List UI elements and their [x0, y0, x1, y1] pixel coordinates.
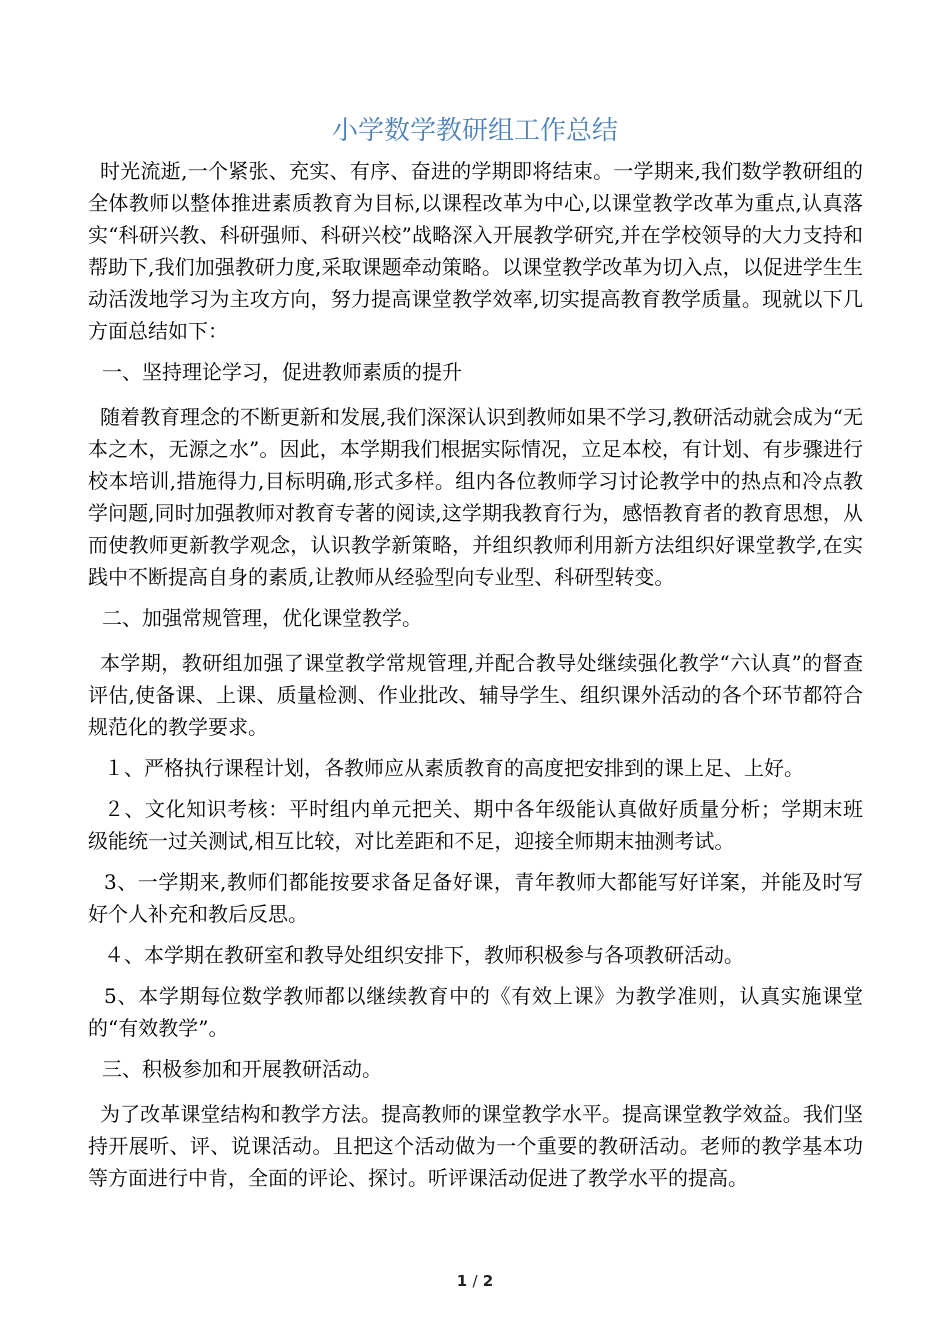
list-item-3: 3、一学期来,教师们都能按要求备足备好课，青年教师大都能写好详案，并能及时写好个人补充和教后反思。 — [88, 870, 863, 926]
document-body — [88, 155, 863, 1203]
page-number — [0, 1272, 950, 1290]
section-heading-1: 一、坚持理论学习，促进教师素质的提升 — [102, 360, 462, 384]
list-item-1: １、严格执行课程计划，各教师应从素质教育的高度把安排到的课上足、上好。 — [104, 756, 804, 780]
paragraph-research-activities: 为了改革课堂结构和教学方法。提高教师的课堂教学水平。提高课堂教学效益。我们坚持开展听、评、说课活动。且把这个活动做为一个重要的教研活动。老师的教学基本功等方面进行中肯，全面的评论、探讨。听评课活动促进了教学水平的提高。 — [88, 1102, 863, 1190]
document-title: 小学数学教研组工作总结 — [331, 116, 618, 146]
paragraph-routine-management: 本学期，教研组加强了课堂教学常规管理,并配合教导处继续强化教学“六认真”的督查评估,使备课、上课、质量检测、作业批改、辅导学生、组织课外活动的各个环节都符合规范化的教学要求。 — [88, 651, 863, 739]
current-page-number: 1 — [456, 1272, 468, 1290]
section-heading-2: 二、加强常规管理，优化课堂教学。 — [102, 606, 422, 630]
paragraph-intro: 时光流逝,一个紧张、充实、有序、奋进的学期即将结束。一学期来,我们数学教研组的全体教师以整体推进素质教育为目标,以课程改革为中心,以课堂教学改革为重点,认真落实“科研兴教、科研强师、科研兴校”战略深入开展教学研究,并在学校领导的大力支持和帮助下,我们加强教研力度,采取课题牵动策略。以课堂教学改革为切入点，以促进学生生动活泼地学习为主攻方向，努力提高课堂教学效率,切实提高教育教学质量。现就以下几方面总结如下： — [88, 159, 863, 343]
paragraph-theory-study: 随着教育理念的不断更新和发展,我们深深认识到教师如果不学习,教研活动就会成为“无本之木，无源之水”。因此，本学期我们根据实际情况，立足本校，有计划、有步骤进行校本培训,措施得力,目标明确,形式多样。组内各位教师学习讨论教学中的热点和冷点教学问题,同时加强教师对教育专著的阅读,这学期我教育行为，感悟教育者的教育思想，从而使教师更新教学观念，认识教学新策略，并组织教师利用新方法组织好课堂教学,在实践中不断提高自身的素质,让教师从经验型向专业型、科研型转变。 — [88, 405, 863, 589]
list-item-5: 5、本学期每位数学教师都以继续教育中的《有效上课》为教学准则，认真实施课堂的“有效教学”。 — [88, 984, 863, 1040]
list-item-4: ４、本学期在教研室和教导处组织安排下，教师积极参与各项教研活动。 — [104, 943, 744, 967]
section-heading-3: 三、积极参加和开展教研活动。 — [102, 1057, 382, 1081]
total-pages-number: 2 — [482, 1272, 494, 1290]
page-number-separator: / — [472, 1272, 478, 1290]
list-item-2: ２、文化知识考核：平时组内单元把关、期中各年级能认真做好质量分析；学期末班级能统一过关测试,相互比较，对比差距和不足，迎接全师期末抽测考试。 — [88, 797, 863, 853]
